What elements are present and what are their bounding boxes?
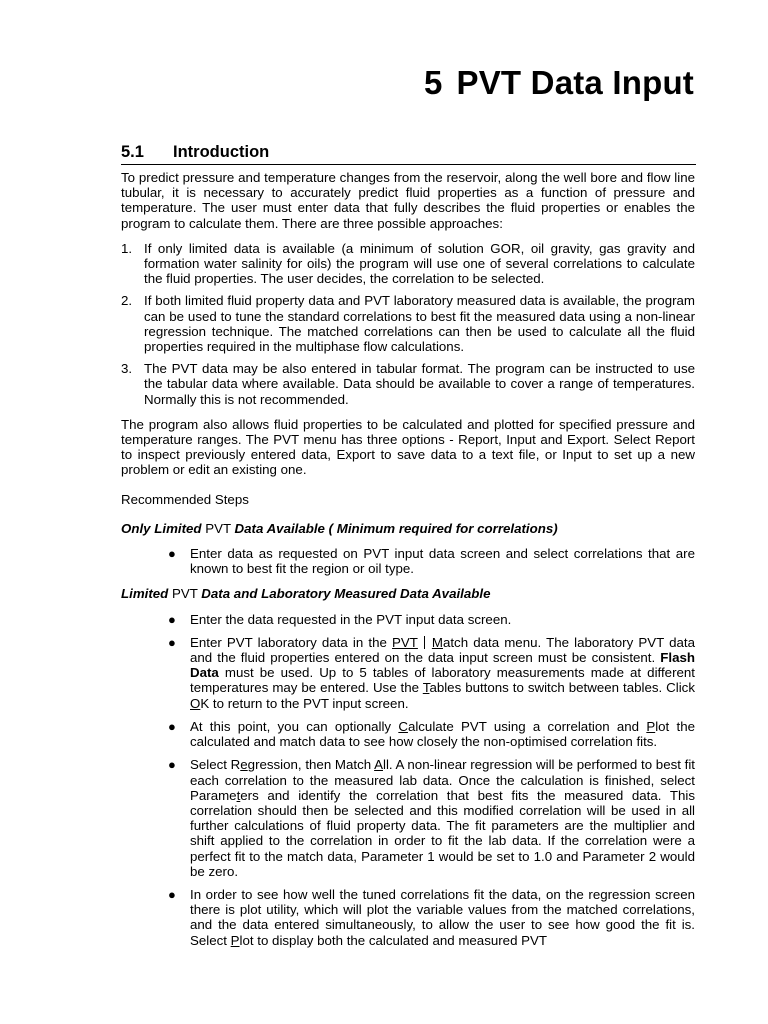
section-number: 5.1 [121, 143, 144, 161]
list-item [121, 757, 695, 879]
flash-data-term: Flash Data [190, 650, 695, 681]
bullet-icon: ● [168, 718, 176, 734]
list-item [121, 719, 695, 749]
approach-text: If both limited fluid property data and PVT laboratory measured data is available, the program can be used to tune the standard correlations to best fit the measured data using a non-linear regression technique. The matched correlations can then be used to calculate all the fluid properties required in the multiphase flow calculations. [144, 293, 695, 355]
heading-part: Only Limited [121, 520, 202, 536]
accelerator-key: C [398, 718, 408, 734]
text-run: lot to display both the calculated and measured PVT [239, 932, 548, 948]
list-item [121, 887, 695, 948]
bullet-icon: ● [168, 634, 176, 650]
heading-part: Data and Laboratory Measured Data Available [201, 586, 491, 602]
accelerator-key: T [422, 680, 430, 696]
accelerator-key: t [236, 787, 241, 803]
section-heading [121, 143, 696, 165]
accelerator-key: P [230, 932, 240, 948]
text-run: Select R [190, 757, 241, 773]
text-run: gression, then Match [247, 757, 375, 773]
approach-item [121, 293, 695, 354]
only-limited-list [121, 546, 695, 576]
text-run: ll. A non-linear regression will be performed to best fit each correlation to the measured lab data. Once the calculation is finished, select Parame [190, 757, 695, 803]
list-item-text [190, 757, 695, 878]
heading-part: PVT [201, 520, 235, 536]
list-item-text [190, 635, 695, 711]
list-item [121, 635, 695, 711]
list-item-text [190, 887, 695, 948]
approach-item [121, 241, 695, 287]
text-run: alculate PVT using a correlation and [407, 718, 647, 734]
text-run: must be used. Up to 5 tables of laboratory measurements made at different temperatures may be entered. Use the [190, 665, 695, 696]
list-item-text: Enter the data requested in the PVT input data screen. [190, 611, 512, 627]
list-item-text: Enter data as requested on PVT input data screen and select correlations that are known to best fit the region or oil type. [190, 546, 695, 577]
accelerator-key: O [190, 695, 201, 711]
accelerator-key: A [374, 757, 383, 773]
text-run: K to return to the PVT input screen. [200, 695, 409, 711]
body-text [121, 170, 695, 956]
bullet-icon: ● [168, 611, 176, 627]
recommended-steps-label: Recommended Steps [121, 491, 249, 507]
section-title: Introduction [173, 143, 270, 161]
bullet-icon: ● [168, 546, 176, 562]
menu-separator [424, 636, 425, 649]
heading-part: Data Available ( Minimum required for correlations) [234, 520, 558, 536]
chapter-title [424, 64, 694, 102]
accelerator-key: P [646, 718, 656, 734]
limited-lab-list [121, 612, 695, 948]
list-item [121, 612, 695, 627]
approach-number: 2. [121, 293, 133, 309]
text-run: Enter PVT laboratory data in the [190, 634, 393, 650]
menu-paragraph: The program also allows fluid properties to be calculated and plotted for specified pressure and temperature ranges. The PVT menu has three options - Report, Input and Export. Select Report to inspect previously entered data, Export to save data to a text file, or Input to set up a new problem or edit an existing one. [121, 416, 695, 478]
bullet-icon: ● [168, 886, 176, 902]
approach-number: 1. [121, 240, 133, 256]
heading-part: Limited [121, 586, 169, 602]
accelerator-key: M [431, 634, 443, 650]
chapter-title-text: PVT Data Input [456, 64, 694, 101]
intro-paragraph: To predict pressure and temperature changes from the reservoir, along the well bore and flow line tubular, it is necessary to accurately predict fluid properties as a function of pressure and temperature. The user must enter data that fully describes the fluid properties or enables the program to calculate them. There are three possible approaches: [121, 170, 695, 231]
text-run: ers and identify the correlation that best fits the measured data. This correlation should then be selected and this modified correlation will be used in all further calculations of fluid property data. The fit parameters are the multiplier and shift applied to the correlation in order to fit the lab data. If the correlation were a perfect fit to the match data, Parameter 1 would be set to 1.0 and Parameter 2 would be zero. [190, 787, 695, 879]
approach-text: The PVT data may be also entered in tabular format. The program can be instructed to use the tabular data where available. Data should be available to cover a range of temperatures. Normally this is not recommended. [144, 361, 695, 407]
text-run: ables buttons to switch between tables. Click [429, 680, 695, 696]
accelerator-key: e [240, 757, 248, 773]
text-run: lot the calculated and match data to see how closely the non-optimised correlation fits. [190, 718, 695, 750]
list-item [121, 546, 695, 576]
approach-text: If only limited data is available (a minimum of solution GOR, oil gravity, gas gravity and formation water salinity for oils) the program will use one of several correlations to calculate the fluid properties. The user decides, the correlation to be selected. [144, 240, 695, 287]
chapter-number: 5 [423, 64, 443, 101]
approaches-list [121, 241, 695, 407]
heading-part: PVT [168, 586, 202, 602]
only-limited-heading [121, 521, 695, 536]
text-run: In order to see how well the tuned correlations fit the data, on the regression screen there is plot utility, which will plot the variable values from the matched correlations, and the data entered simultaneously, to allow the user to see how good the fit is. Select [190, 886, 695, 948]
approach-item [121, 361, 695, 407]
text-run: At this point, you can optionally [190, 718, 399, 734]
pvt-menu-ref: PVT [392, 634, 418, 650]
approach-number: 3. [121, 361, 133, 377]
text-run: atch data menu. The laboratory PVT data and the fluid properties entered on the data input screen must be consistent. [190, 634, 695, 666]
limited-lab-heading [121, 586, 695, 601]
list-item-text [190, 719, 695, 749]
bullet-icon: ● [168, 757, 176, 773]
